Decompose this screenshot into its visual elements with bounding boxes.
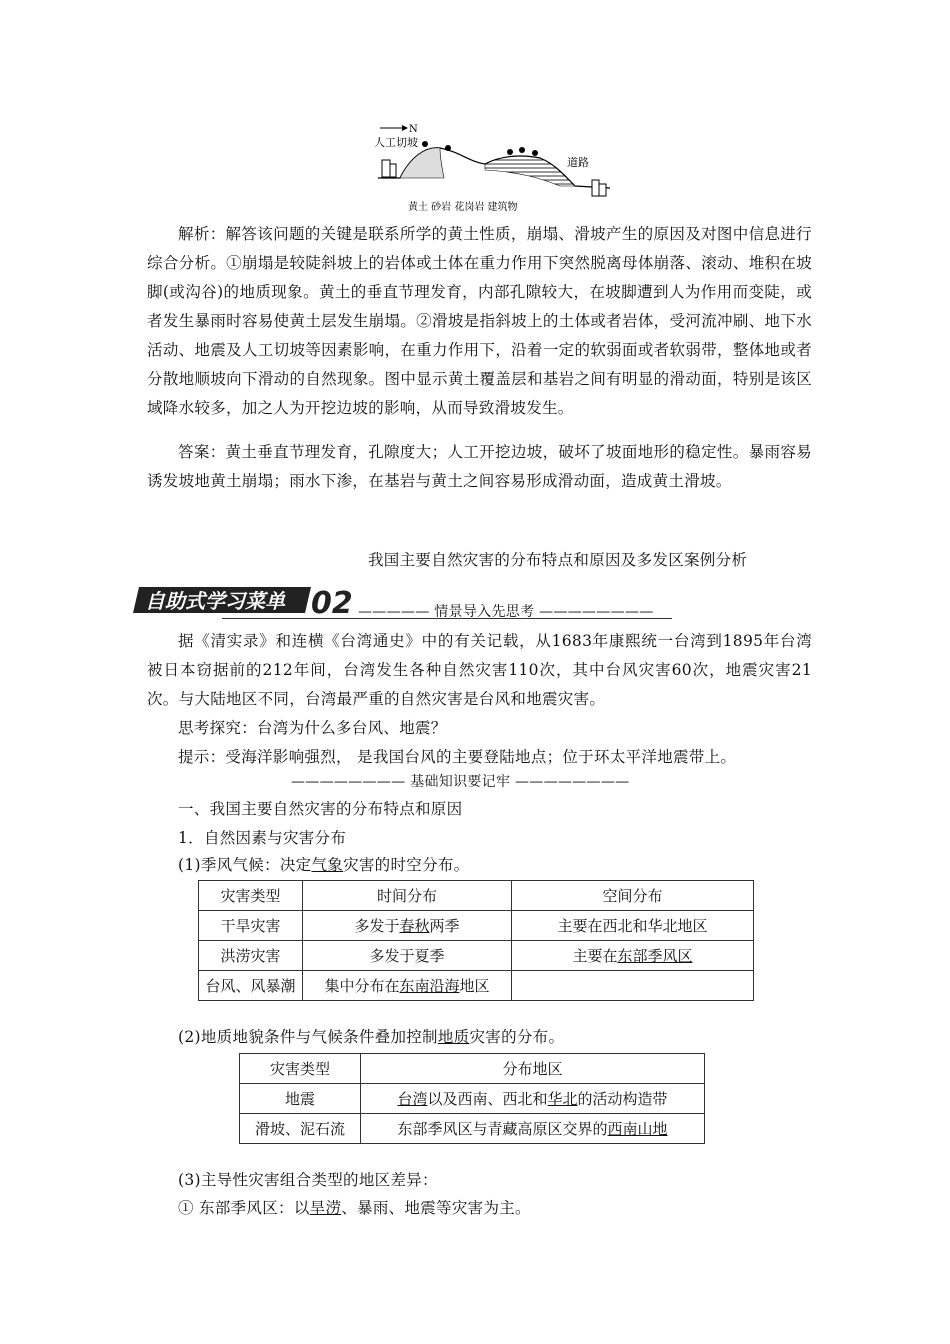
svg-text:黄土 砂岩 花岗岩 建筑物: 黄土 砂岩 花岗岩 建筑物 — [408, 202, 518, 213]
heading-basics — [291, 768, 629, 797]
hint-paragraph: 提示：受海洋影响强烈， 是我国台风的主要登陆地点；位于环太平洋地震带上。 — [178, 748, 737, 766]
question-paragraph: 思考探究：台湾为什么多台风、地震？ — [178, 719, 447, 737]
svg-text:道路: 道路 — [567, 156, 589, 169]
dash-left: ————— — [358, 604, 430, 620]
disaster-distribution-table — [198, 880, 754, 1001]
point-1: (1)季风气候：决定气象灾害的时空分布。 — [178, 856, 470, 874]
table-row: 干旱灾害 多发于春秋两季 主要在西北和华北地区 — [199, 911, 754, 941]
table-row: 地震 台湾以及西南、西北和华北的活动构造带 — [240, 1084, 705, 1114]
dash-left: ———————— — [291, 774, 406, 790]
table-header: 灾害类型 — [240, 1054, 361, 1084]
geologic-cross-section-figure — [370, 118, 620, 218]
heading-scenario-label: 情景导入先思考 — [434, 604, 535, 620]
table-header: 时间分布 — [303, 881, 512, 911]
point-2: (2)地质地貌条件与气候条件叠加控制地质灾害的分布。 — [178, 1028, 565, 1046]
svg-text:自助式学习菜单: 自助式学习菜单 — [145, 589, 285, 613]
geologic-disaster-table — [239, 1053, 705, 1144]
dash-right: ———————— — [539, 604, 654, 620]
table-header: 灾害类型 — [199, 881, 303, 911]
section-one-title: 一、我国主要自然灾害的分布特点和原因 — [178, 800, 463, 818]
heading-scenario — [358, 598, 654, 627]
table-row: 洪涝灾害 多发于夏季 主要在东部季风区 — [199, 941, 754, 971]
section-one-subtitle: 1．自然因素与灾害分布 — [178, 829, 347, 847]
point-3: (3)主导性灾害组合类型的地区差异： — [178, 1171, 438, 1189]
point-4: ① 东部季风区：以旱涝、暴雨、地震等灾害为主。 — [178, 1199, 531, 1217]
svg-text:02: 02 — [311, 586, 353, 617]
svg-text:人工切坡: 人工切坡 — [374, 136, 418, 149]
table-header: 分布地区 — [361, 1054, 705, 1084]
analysis-paragraph: 解析：解答该问题的关键是联系所学的黄土性质，崩塌、滑坡产生的原因及对图中信息进行综合分析。①崩塌是较陡斜坡上的岩体或土体在重力作用下突然脱离母体崩落、滚动、堆积在坡脚(或沟谷)的地质现象。黄土的垂直节理发育，内部孔隙较大，在坡脚遭到人为作用而变陡，或者发生暴雨时容易使黄土层发生崩塌。②滑坡是指斜坡上的土体或者岩体，受河流冲刷、地下水活动、地震及人工切坡等因素影响，在重力作用下，沿着一定的软弱面或者软弱带，整体地或者分散地顺坡向下滑动的自然现象。图中显示黄土覆盖层和基岩之间有明显的滑动面，特别是该区域降水较多，加之人为开挖边坡的影响，从而导致滑坡发生。 — [147, 225, 812, 417]
svg-text:N: N — [409, 124, 418, 135]
section-title: 我国主要自然灾害的分布特点和原因及多发区案例分析 — [368, 551, 748, 569]
dash-right: ———————— — [515, 774, 630, 790]
study-menu-banner — [133, 583, 358, 617]
intro-paragraph: 据《清实录》和连横《台湾通史》中的有关记载，从1683年康熙统一台湾到1895年台湾被日本窃据前的212年间，台湾发生各种自然灾害110次，其中台风灾害60次，地震灾害21次。与大陆地区不同，台湾最严重的自然灾害是台风和地震灾害。 — [147, 632, 812, 708]
heading-basics-label: 基础知识要记牢 — [410, 774, 511, 790]
table-row: 台风、风暴潮 集中分布在东南沿海地区 — [199, 971, 754, 1001]
answer-paragraph: 答案：黄土垂直节理发育，孔隙度大；人工开挖边坡，破坏了坡面地形的稳定性。暴雨容易诱发坡地黄土崩塌；雨水下渗，在基岩与黄土之间容易形成滑动面，造成黄土滑坡。 — [147, 443, 812, 490]
table-row: 滑坡、泥石流 东部季风区与青藏高原区交界的西南山地 — [240, 1114, 705, 1144]
table-header: 空间分布 — [512, 881, 754, 911]
